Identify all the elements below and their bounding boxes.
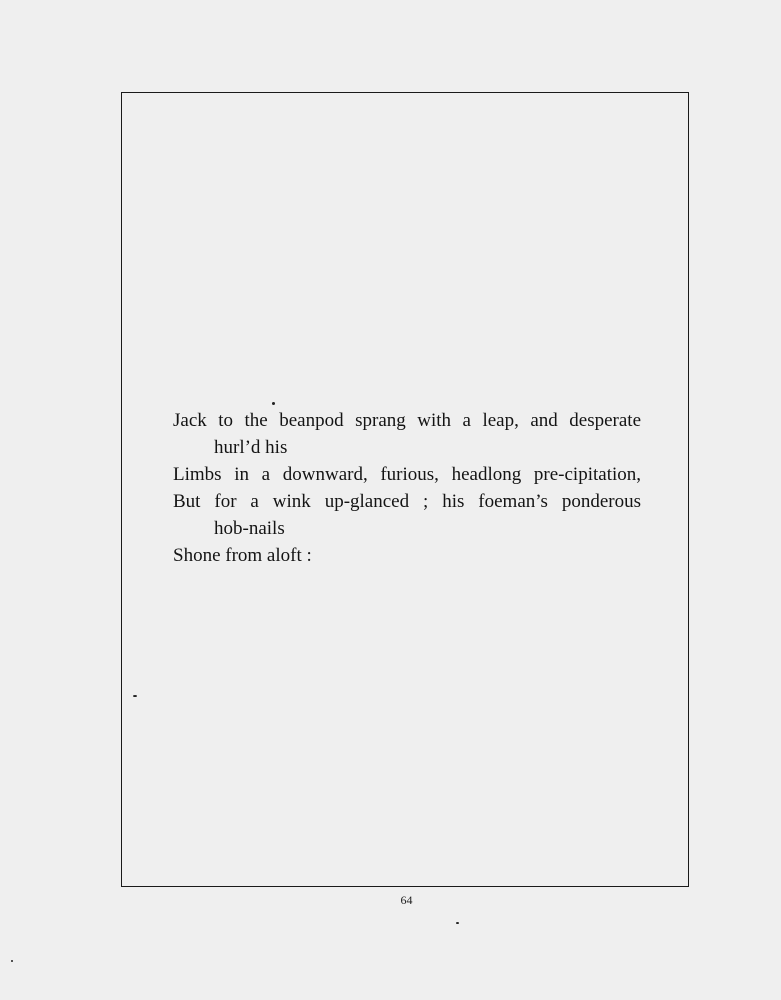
ink-speck (133, 695, 137, 697)
poem-stanza (173, 407, 641, 569)
ink-speck (272, 402, 275, 405)
ink-speck (11, 960, 13, 962)
poem-line: Shone from aloft : (173, 545, 312, 566)
poem-line-continuation: hob-nails (214, 518, 285, 539)
poem-line: But for a wink up-glanced ; his foeman’s ponderous (173, 491, 641, 512)
poem-line-continuation: hurl’d his (214, 437, 288, 458)
ink-speck (456, 922, 459, 924)
poem-line: Jack to the beanpod sprang with a leap, and desperate (173, 410, 641, 431)
poem-line: Limbs in a downward, furious, headlong pre-cipitation, (173, 464, 641, 485)
page-number: 64 (400, 893, 413, 907)
